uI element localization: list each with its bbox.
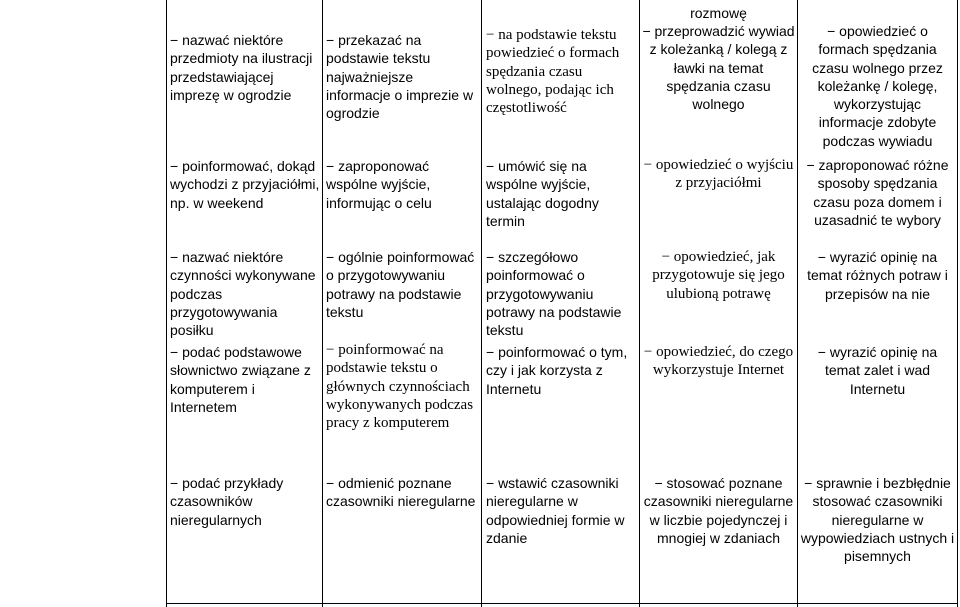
col4-item-5: − stosować poznane czasowniki nieregularne w liczbie pojedynczej i mnogiej w zdaniach [643, 475, 794, 546]
col5-item-5: − sprawnie i bezbłędnie stosować czasowniki nieregularne w wypowiedziach ustnych i pisemnych [800, 475, 955, 565]
table-border-left [166, 0, 167, 607]
col4-item-1: − przeprowadzić wywiad z koleżanką / kolegą z ławki na temat spędzania czasu wolnego [642, 23, 795, 113]
col5-item-4: − wyrazić opinię na temat zalet i wad Internetu [817, 344, 938, 397]
col4-item-3: − opowiedzieć, jak przygotowuje się jego ulubioną potrawę [652, 249, 785, 302]
col2-item-3: − ogólnie poinformować o przygotowywaniu potrawy na podstawie tekstu [326, 249, 475, 320]
col2-item-1: − przekazać na podstawie tekstu najważniejsze informacje o imprezie w ogrodzie [326, 32, 474, 122]
column-divider-2 [481, 0, 482, 607]
column-divider-3 [639, 0, 640, 607]
col1-item-3: − nazwać niektóre czynności wykonywane podczas przygotowywania posiłku [170, 249, 316, 339]
col3-item-4: − poinformować o tym, czy i jak korzysta z Internetu [486, 344, 628, 397]
col1-item-2: − poinformować, dokąd wychodzi z przyjaciółmi, np. w weekend [170, 158, 320, 211]
col4-item-4: − opowiedzieć, do czego wykorzystuje Internet [643, 344, 794, 379]
col2-item-5: − odmienić poznane czasowniki nieregularne [326, 475, 476, 510]
col3-item-2: − umówić się na wspólne wyjście, ustalając dogodny termin [486, 158, 599, 229]
col3-item-5: − wstawić czasowniki nieregularne w odpowiedniej formie w zdanie [486, 475, 625, 546]
col1-item-5: − podać przykłady czasowników nieregularnych [170, 475, 284, 528]
col5-item-1: − opowiedzieć o formach spędzania czasu wolnego przez koleżankę / kolegę, wykorzystując informacje zdobyte podczas wywiadu [812, 23, 943, 149]
column-divider-4 [797, 0, 798, 607]
table-border-bottom [166, 603, 958, 604]
col2-item-4: − poinformować na podstawie tekstu o głównych czynnościach wykonywanych podczas pracy z komputerem [326, 342, 474, 432]
col3-item-1: − na podstawie tekstu powiedzieć o formach spędzania czasu wolnego, podając ich częstotliwość [486, 27, 620, 117]
col2-item-2: − zaproponować wspólne wyjście, informując o celu [326, 158, 432, 211]
col3-item-3: − szczegółowo poinformować o przygotowywaniu potrawy na podstawie tekstu [486, 249, 622, 339]
column-divider-1 [322, 0, 323, 607]
col1-item-1: − nazwać niektóre przedmioty na ilustracji przedstawiającej imprezę w ogrodzie [170, 32, 313, 103]
col4-continued-text: rozmowę [690, 5, 747, 21]
col1-item-4: − podać podstawowe słownictwo związane z komputerem i Internetem [170, 344, 311, 415]
col5-item-3: − wyrazić opinię na temat różnych potraw i przepisów na nie [807, 249, 948, 302]
table-border-right [957, 0, 958, 607]
col5-item-2: − zaproponować różne sposoby spędzania czasu poza domem i uzasadnić te wybory [806, 157, 949, 228]
col4-item-2: − opowiedzieć o wyjściu z przyjaciółmi [643, 157, 794, 192]
